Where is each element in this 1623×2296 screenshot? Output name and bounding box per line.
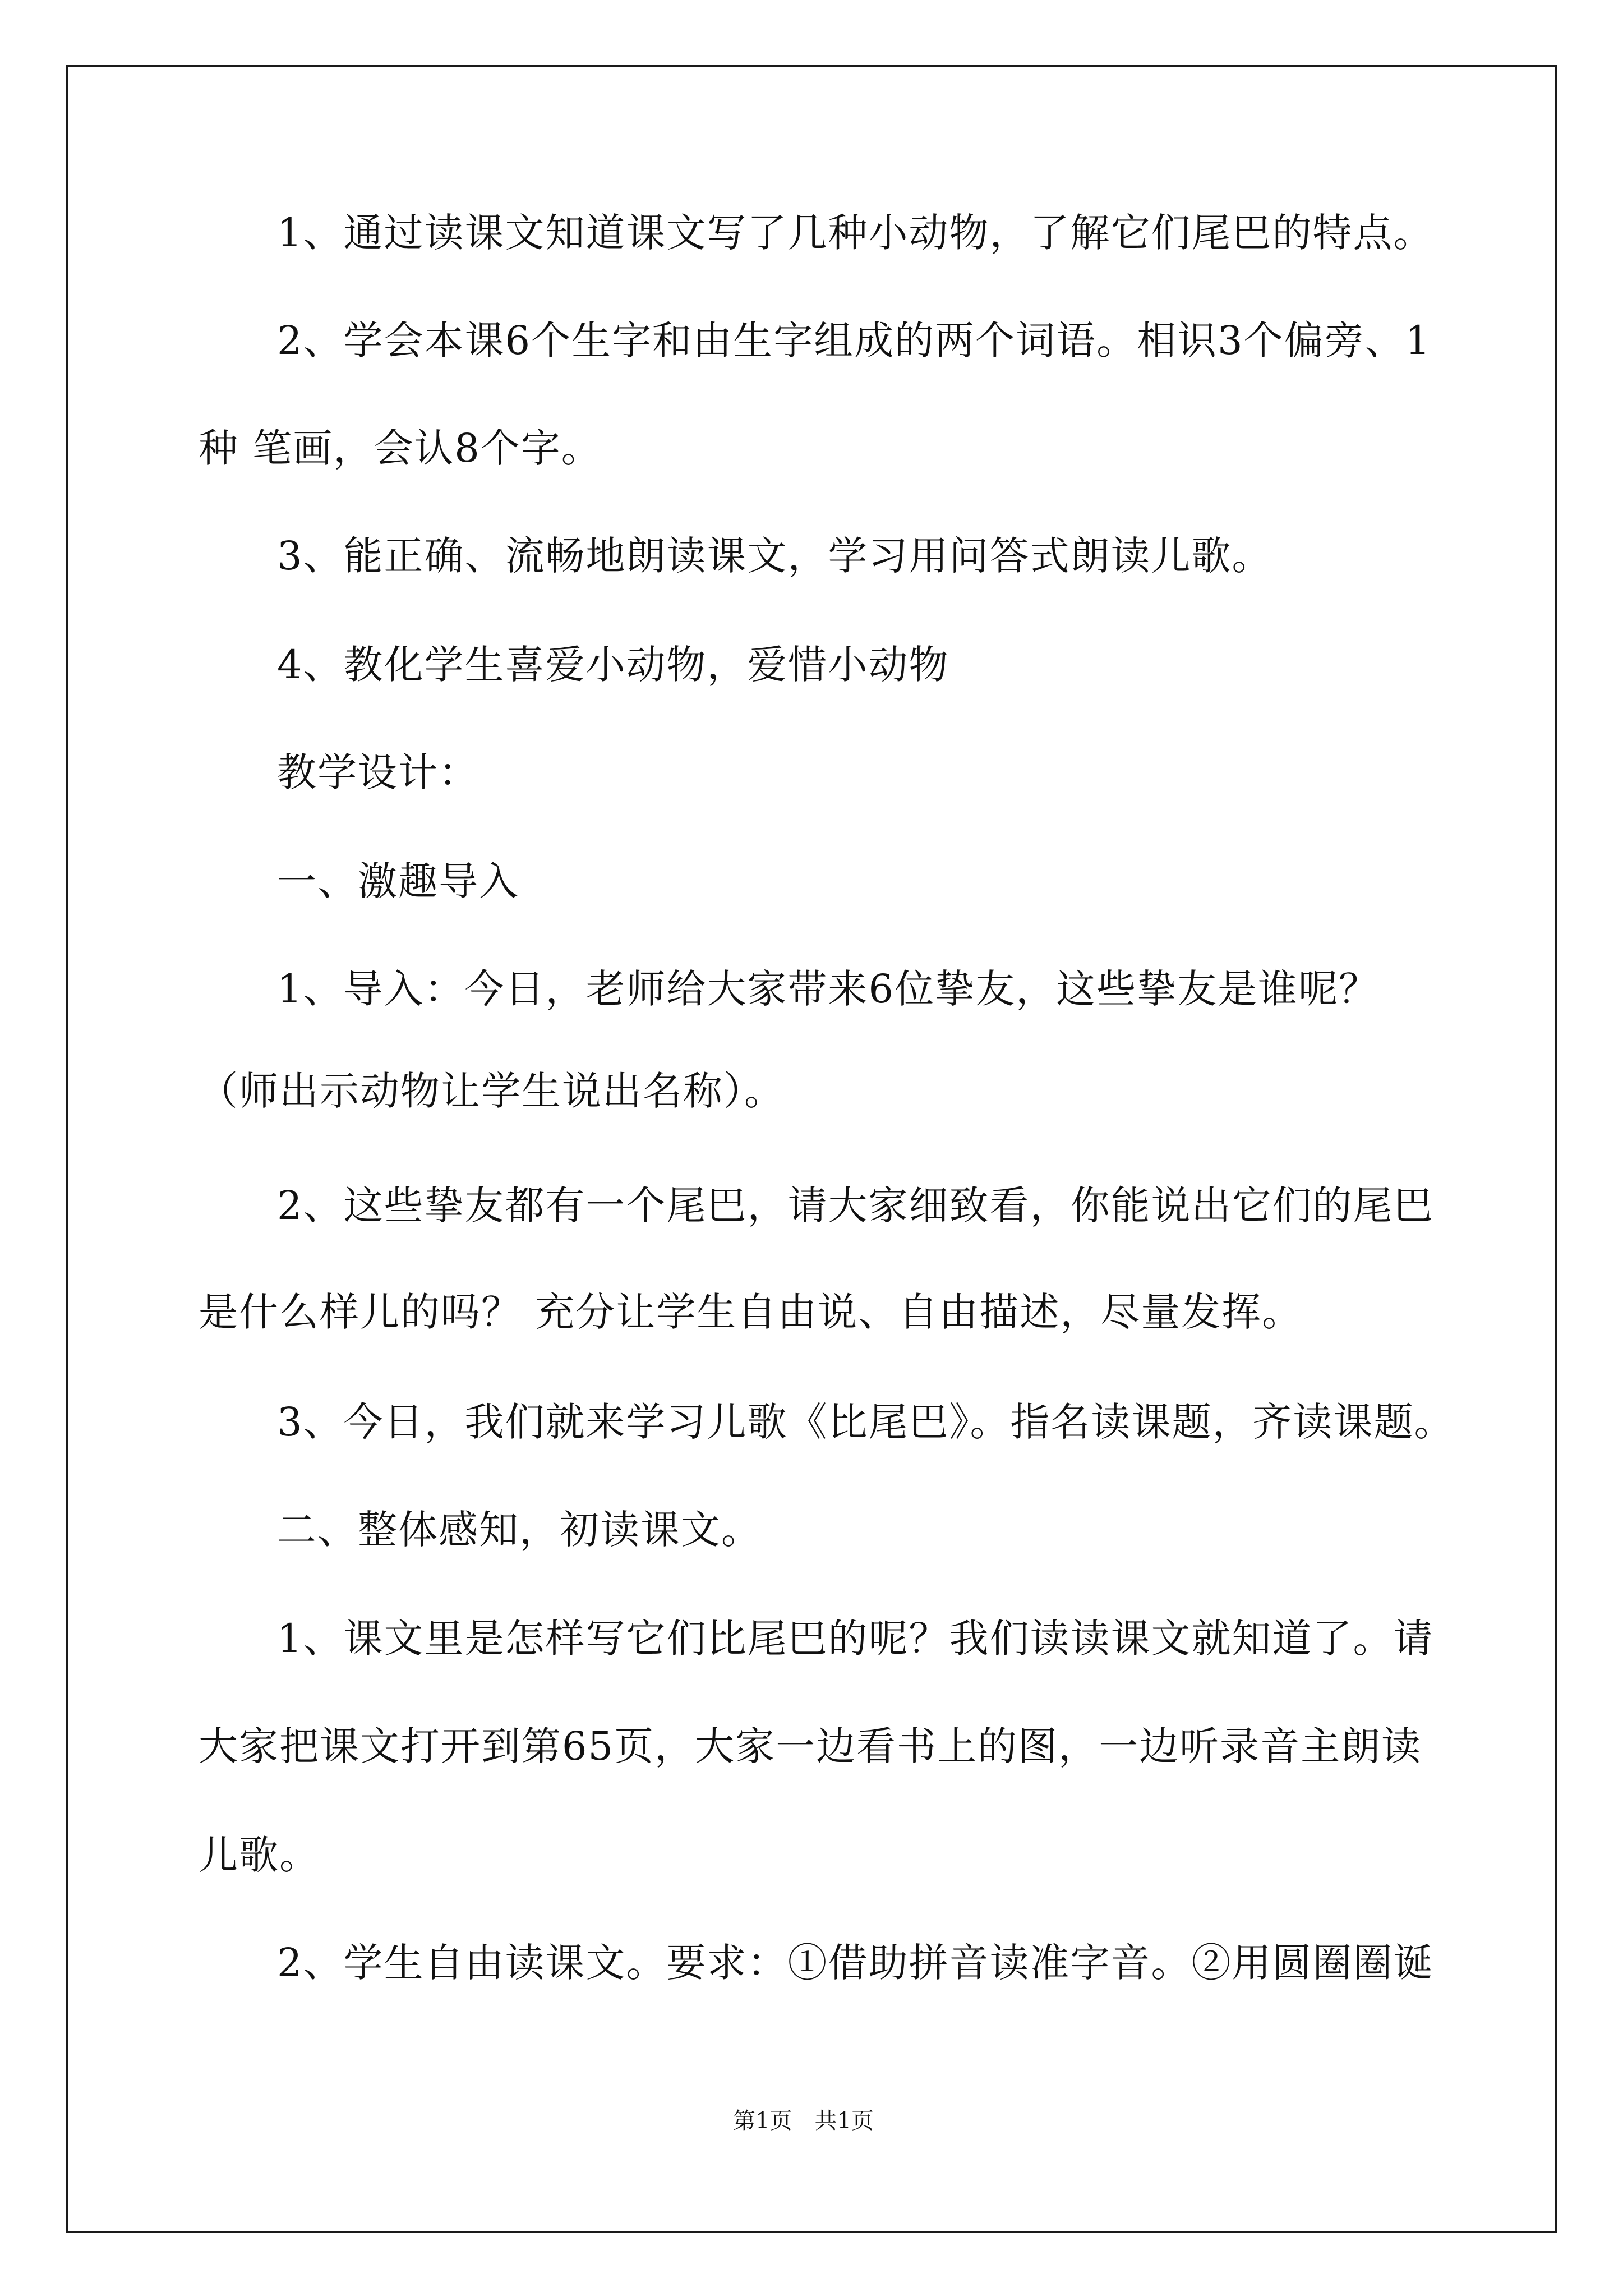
paragraph-line: 3、今日，我们就来学习儿歌《比尾巴》。指名读课题，齐读课题。 (277, 1399, 1455, 1445)
paragraph-line: 3、能正确、流畅地朗读课文，学习用问答式朗读儿歌。 (277, 533, 1272, 579)
paragraph-line: 种 笔画，会认8个字。 (199, 425, 602, 471)
paragraph-line: （师出示动物让学生说出名称）。 (199, 1068, 785, 1114)
paragraph-line: 儿歌。 (199, 1832, 320, 1878)
paragraph-line: 是什么样儿的吗？ 充分让学生自由说、自由描述，尽量发挥。 (199, 1289, 1303, 1335)
section-heading: 一、激趣导入 (277, 858, 519, 904)
section-label: 教学设计： (277, 749, 479, 795)
paragraph-line: 2、学生自由读课文。要求：①借助拼音读准字音。②用圆圈圈诞 (277, 1940, 1434, 1986)
paragraph-line: 2、这些挚友都有一个尾巴，请大家细致看，你能说出它们的尾巴 (277, 1182, 1434, 1228)
section-heading: 二、整体感知，初读课文。 (277, 1507, 762, 1553)
paragraph-line: 4、教化学生喜爱小动物，爱惜小动物 (277, 642, 949, 688)
paragraph-line: 1、通过读课文知道课文写了几种小动物，了解它们尾巴的特点。 (277, 210, 1434, 256)
paragraph-line: 1、课文里是怎样写它们比尾巴的呢？我们读读课文就知道了。请 (277, 1616, 1434, 1662)
paragraph-line: 大家把课文打开到第65页，大家一边看书上的图，一边听录音主朗读 (199, 1723, 1422, 1769)
page-number-footer: 第1页 共1页 (733, 2108, 874, 2134)
page-border (66, 65, 1557, 2233)
paragraph-line: 2、学会本课6个生字和由生字组成的两个词语。相识3个偏旁、1 (277, 318, 1432, 364)
paragraph-line: 1、导入：今日，老师给大家带来6位挚友，这些挚友是谁呢？ (277, 966, 1380, 1012)
